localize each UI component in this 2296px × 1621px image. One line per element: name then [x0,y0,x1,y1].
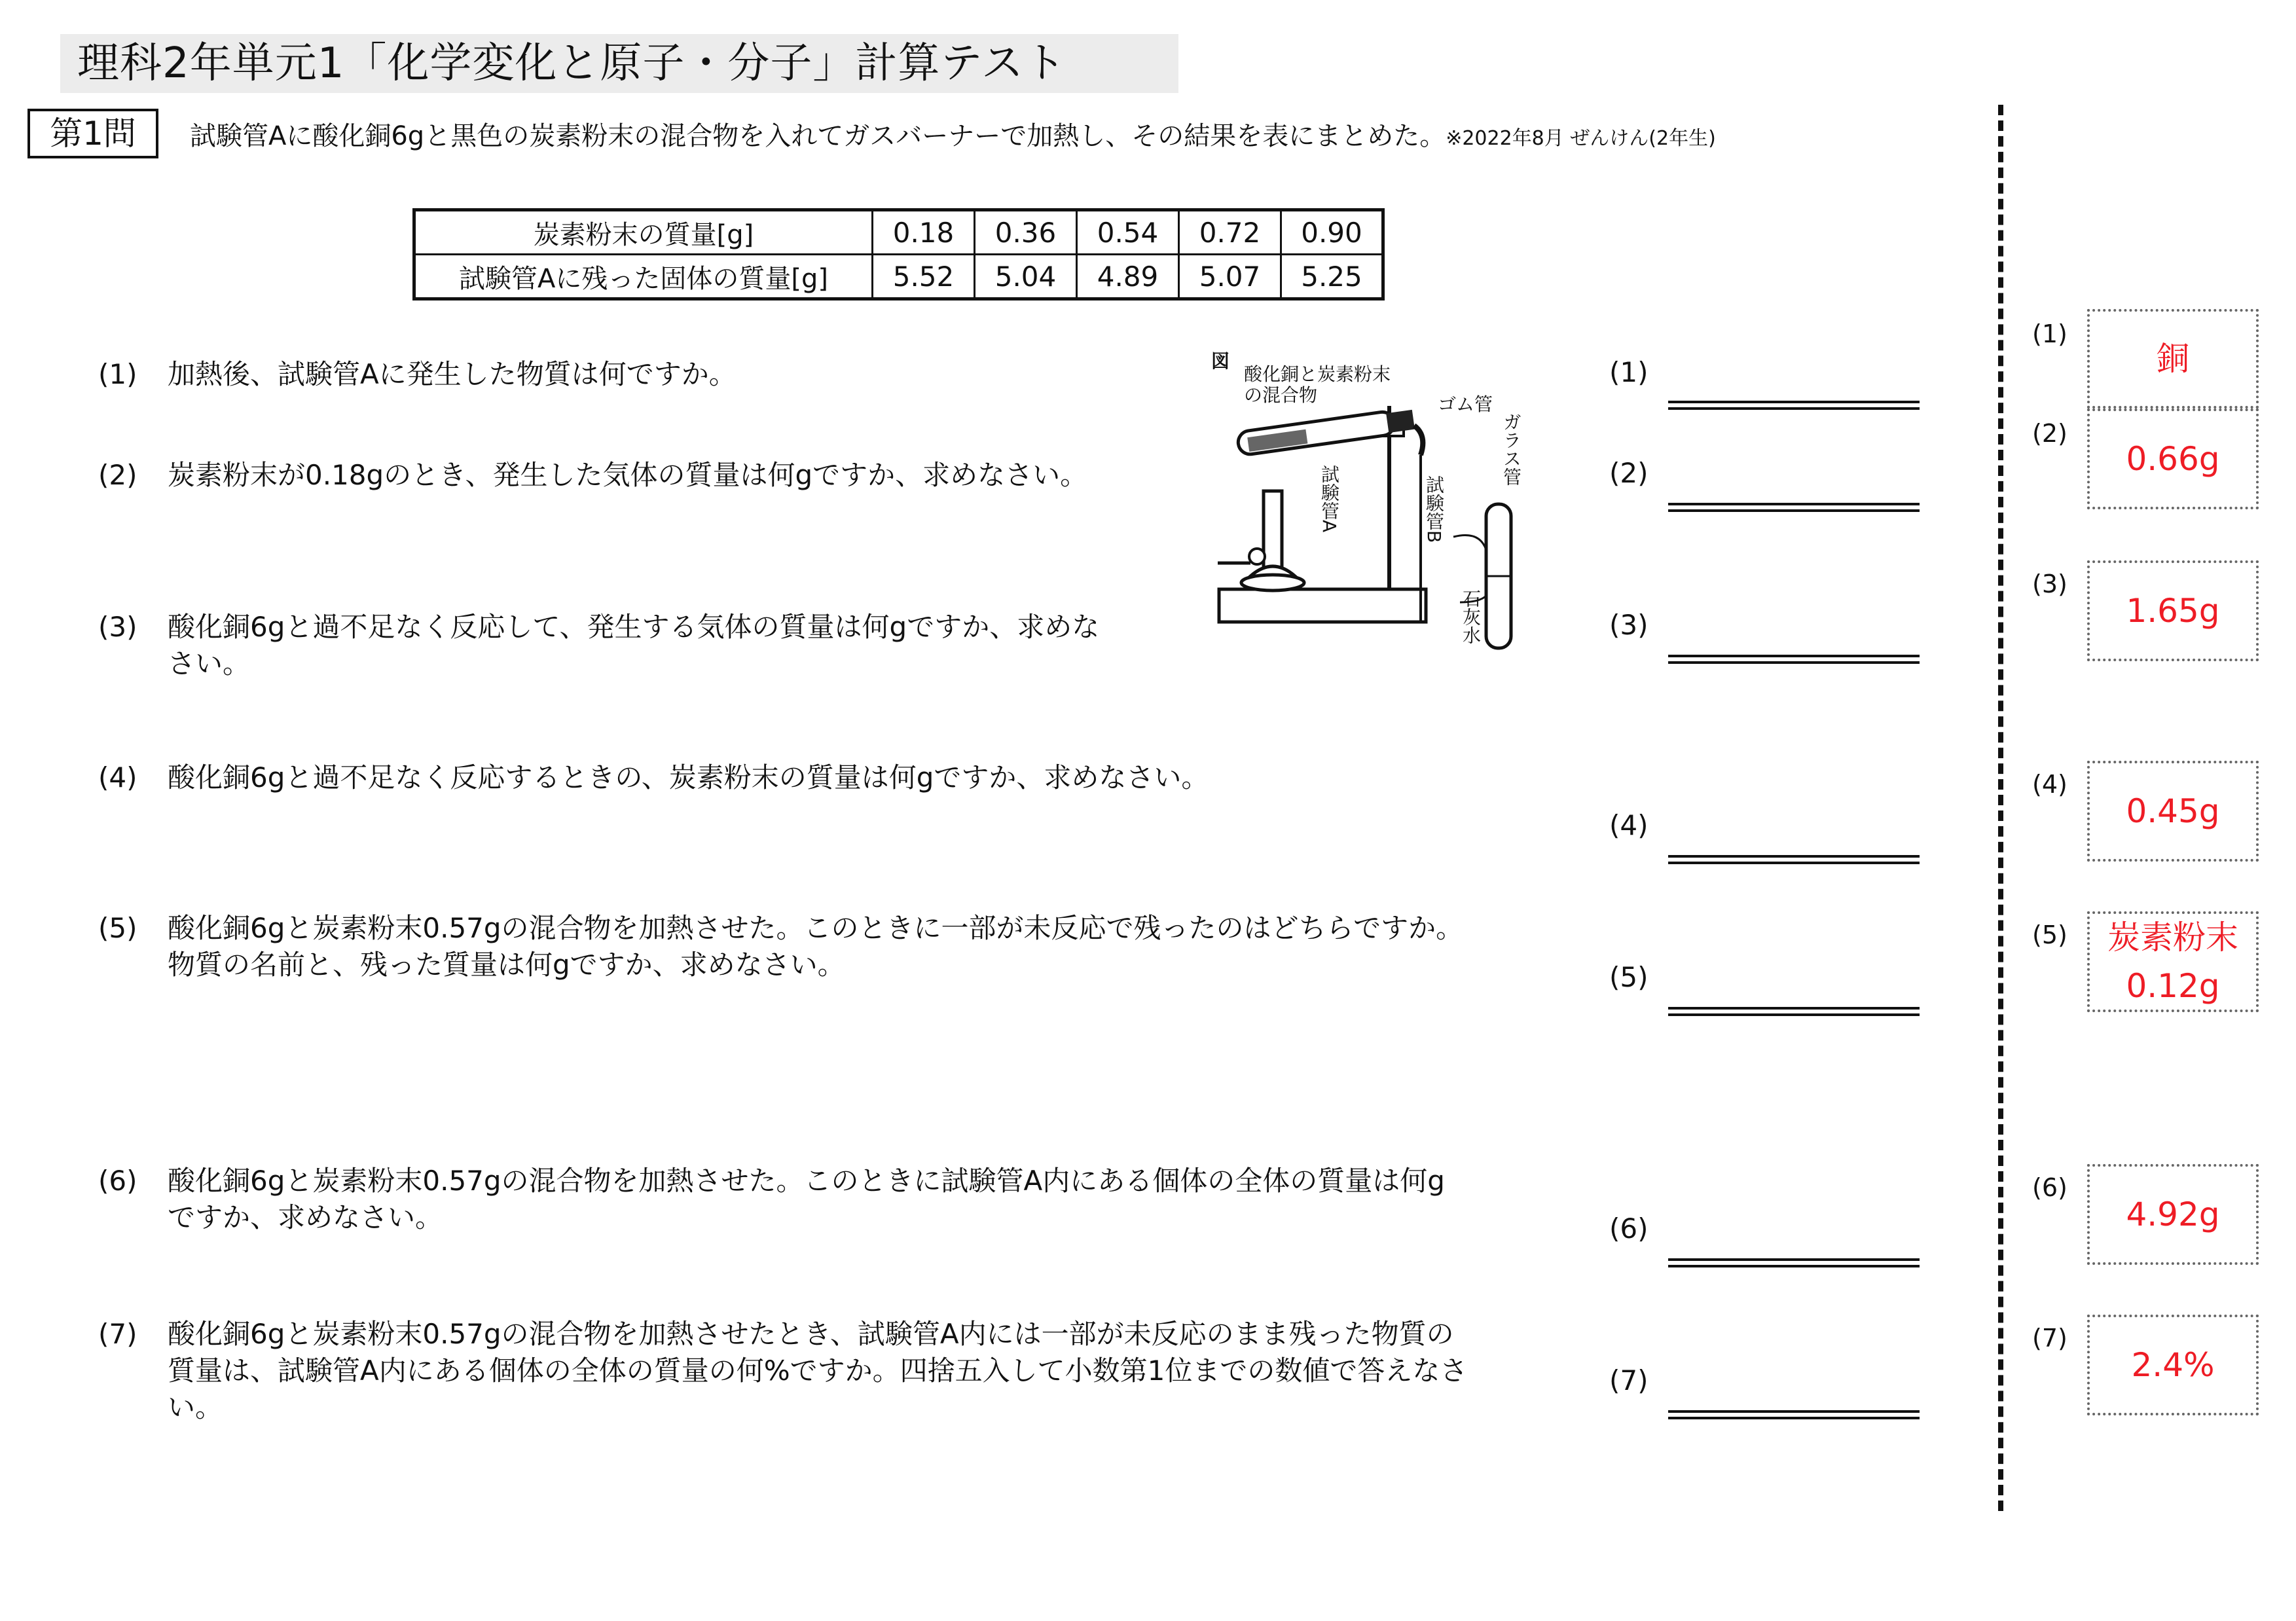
figure-label-tube-a: 試験管A [1319,465,1340,533]
answer-line-2[interactable] [1668,503,1920,512]
key-answer-2 [2087,409,2259,509]
key-answer-text: 0.45g [2126,792,2220,830]
figure-label-tube-b: 試験管B [1423,475,1445,543]
question-6 [98,1163,1445,1236]
question-text: 炭素粉末が0.18gのとき、発生した気体の質量は何gですか、求めなさい。 [168,459,1088,491]
table-row [414,210,1383,255]
table-cell: 5.25 [1281,255,1383,299]
key-answer-4 [2087,761,2259,862]
question-number: (2) [98,459,137,491]
table-cell: 0.72 [1179,210,1281,255]
table-row [414,255,1383,299]
question-text: 酸化銅6gと炭素粉末0.57gの混合物を加熱させた。このときに一部が未反応で残ったのはどちらですか。 [168,912,1464,944]
question-number: (7) [98,1318,137,1350]
key-answer-text: 0.12g [2126,967,2220,1005]
key-label-7: (7) [2032,1324,2068,1353]
answer-line-6[interactable] [1668,1258,1920,1267]
figure-label-rubber: ゴム管 [1438,393,1493,415]
key-answer-6 [2087,1164,2259,1265]
question-text: 加熱後、試験管Aに発生した物質は何ですか。 [168,358,737,390]
key-answer-text: 1.65g [2126,592,2220,630]
key-answer-text: 0.66g [2126,440,2220,478]
question-number: (1) [98,358,137,390]
table-header-solid: 試験管Aに残った固体の質量[g] [414,255,873,299]
table-cell: 0.36 [975,210,1077,255]
test-tube-b [1440,498,1532,655]
key-answer-1 [2087,309,2259,409]
question-text: 酸化銅6gと過不足なく反応して、発生する気体の質量は何gですか、求めな [168,611,1100,643]
key-answer-3 [2087,560,2259,661]
key-answer-text: 銅 [2157,340,2189,378]
problem-intro-text: 試験管Aに酸化銅6gと黒色の炭素粉末の混合物を入れてガスバーナーで加熱し、その結果を表にまとめた。 [190,121,1446,151]
table-cell: 0.54 [1077,210,1179,255]
table-cell: 0.18 [873,210,975,255]
answer-label-3: (3) [1609,609,1649,641]
page-title: 理科2年単元1「化学変化と原子・分子」計算テスト [77,39,1066,88]
question-number: (5) [98,912,137,944]
cut-line [1998,105,2003,1511]
answer-line-3[interactable] [1668,655,1920,664]
key-label-4: (4) [2032,770,2068,799]
question-5 [98,910,1463,983]
question-text-cont: ですか、求めなさい。 [168,1201,443,1233]
answer-label-5: (5) [1609,961,1649,993]
table-cell: 4.89 [1077,255,1179,299]
question-7 [98,1316,1467,1426]
table-header-carbon: 炭素粉末の質量[g] [414,210,873,255]
answer-line-5[interactable] [1668,1007,1920,1016]
key-answer-5 [2087,911,2259,1012]
answer-line-7[interactable] [1668,1410,1920,1419]
results-table [412,208,1385,301]
key-label-2: (2) [2032,419,2068,448]
apparatus-figure [1211,347,1434,648]
problem-intro [190,115,1716,153]
answer-label-2: (2) [1609,457,1649,489]
table-cell: 5.04 [975,255,1077,299]
answer-line-4[interactable] [1668,855,1920,864]
key-answer-text: 炭素粉末 [2107,919,2238,956]
question-text: 酸化銅6gと炭素粉末0.57gの混合物を加熱させた。このときに試験管A内にある個体の全体の質量は何g [168,1165,1445,1197]
test-tube-b-drawing [1440,498,1532,655]
key-answer-text: 2.4% [2131,1346,2215,1384]
question-text: 酸化銅6gと過不足なく反応するときの、炭素粉末の質量は何gですか、求めなさい。 [168,761,1209,793]
figure-label-glass: ガラス管 [1501,412,1522,486]
question-text-cont: 物質の名前と、残った質量は何gですか、求めなさい。 [168,949,845,981]
problem-note: ※2022年8月 ぜんけん(2年生) [1446,127,1716,150]
question-number: (6) [98,1165,137,1197]
question-number: (4) [98,761,137,793]
table-cell: 0.90 [1281,210,1383,255]
question-2 [98,457,1087,494]
problem-label: 第1問 [27,109,158,158]
question-4 [98,759,1209,796]
figure-label-limewater: 石灰水 [1460,589,1482,644]
answer-label-6: (6) [1609,1212,1649,1245]
key-answer-text: 4.92g [2126,1195,2220,1233]
answer-label-4: (4) [1609,809,1649,841]
answer-line-1[interactable] [1668,401,1920,410]
figure-label-mixture-2: の混合物 [1244,384,1318,406]
key-answer-7 [2087,1315,2259,1415]
question-text-cont: 質量は、試験管A内にある個体の全体の質量の何%ですか。四捨五入して小数第1位までの数値で答えなさ [168,1355,1468,1387]
figure-label-mixture: 酸化銅と炭素粉末 [1244,363,1391,385]
question-text-cont: さい。 [168,647,251,680]
answer-label-7: (7) [1609,1364,1649,1396]
figure-mark: 図 [1211,350,1230,372]
question-3 [98,609,1099,682]
table-cell: 5.52 [873,255,975,299]
question-text: 酸化銅6gと炭素粉末0.57gの混合物を加熱させたとき、試験管A内には一部が未反応のまま残った物質の [168,1318,1454,1350]
answer-label-1: (1) [1609,356,1649,388]
table-cell: 5.07 [1179,255,1281,299]
question-1 [98,356,737,393]
key-label-6: (6) [2032,1173,2068,1202]
key-label-1: (1) [2032,319,2068,348]
question-text-cont: い。 [168,1391,223,1423]
key-label-3: (3) [2032,570,2068,598]
key-label-5: (5) [2032,920,2068,949]
question-number: (3) [98,611,137,643]
